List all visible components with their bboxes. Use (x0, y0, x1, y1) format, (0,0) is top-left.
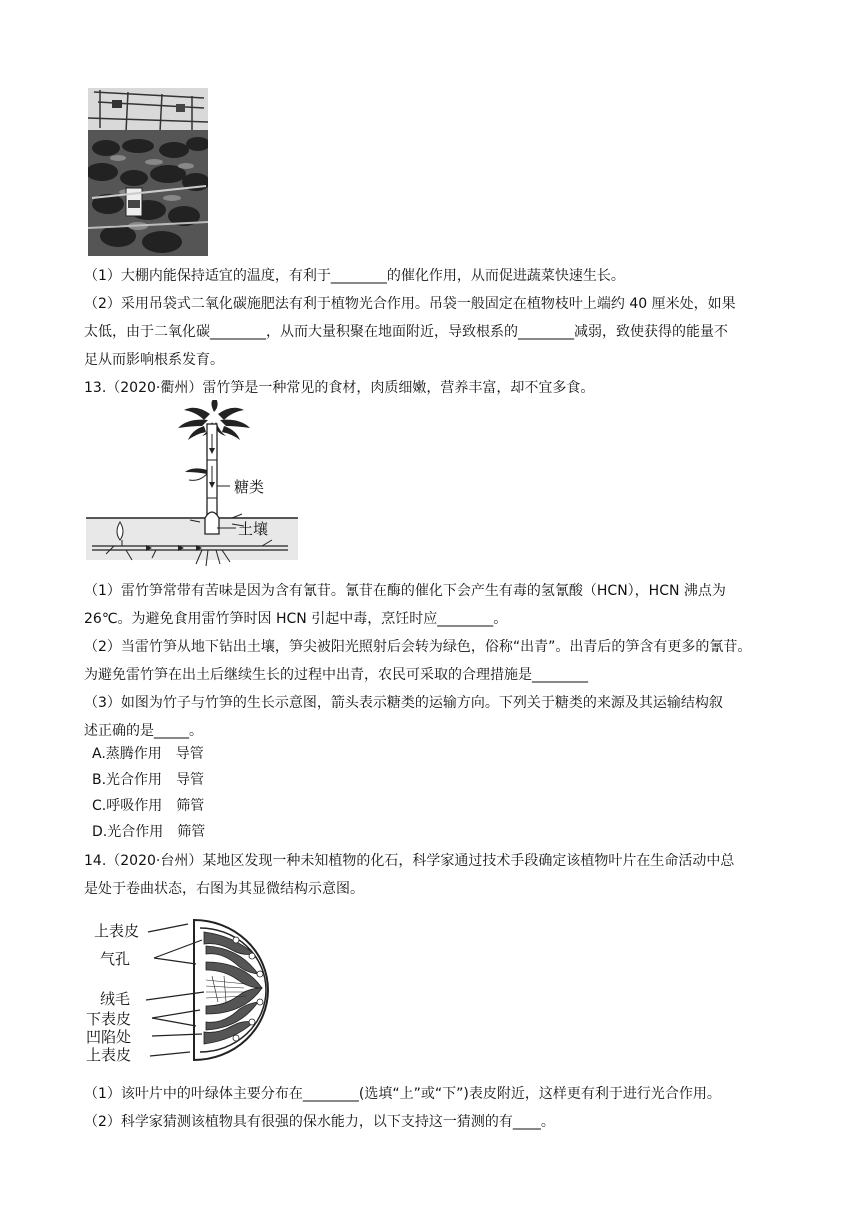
q12-part2-line1: （2）采用吊袋式二氧化碳施肥法有利于植物光合作用。吊袋一般固定在植物枝叶上端约 40 厘米处，如果 (84, 296, 736, 312)
soil-label: 土壤 (238, 520, 269, 538)
q13-part2-line2: 为避免雷竹笋在出土后继续生长的过程中出青，农民可采取的合理措施是________ (84, 667, 588, 683)
depression-label: 凹陷处 (86, 1028, 132, 1046)
q13-header: 13.（2020·衢州）雷竹笋是一种常见的食材，肉质细嫩，营养丰富，却不宜多食。 (84, 380, 595, 396)
lower-epidermis-label: 下表皮 (86, 1010, 132, 1028)
bamboo-diagram (86, 400, 298, 570)
hair-label: 绒毛 (100, 990, 131, 1008)
stomata-label: 气孔 (100, 950, 131, 968)
q12-part1: （1）大棚内能保持适宜的温度，有利于________的催化作用，从而促进蔬菜快速生长。 (84, 268, 625, 284)
q13-part3-line1: （3）如图为竹子与竹笋的生长示意图，箭头表示糖类的运输方向。下列关于糖类的来源及其运输结构叙 (84, 695, 723, 711)
q14-part1: （1）该叶片中的叶绿体主要分布在________(选填“上”或“下”)表皮附近，这样更有利于进行光合作用。 (84, 1086, 721, 1102)
greenhouse-photo (88, 88, 208, 256)
q13-part3-line2: 述正确的是_____。 (84, 723, 203, 739)
q12-part2-line3: 足从而影响根系发育。 (84, 352, 224, 368)
leaf-cross-section-diagram (86, 910, 326, 1066)
option-d: D.光合作用 筛管 (92, 824, 206, 840)
q14-header-line1: 14.（2020·台州）某地区发现一种未知植物的化石，科学家通过技术手段确定该植物叶片在生命活动中总 (84, 853, 735, 869)
q14-header-line2: 是处于卷曲状态，右图为其显微结构示意图。 (84, 881, 364, 897)
upper-epidermis-label-1: 上表皮 (94, 922, 140, 940)
q14-part2: （2）科学家猜测该植物具有很强的保水能力，以下支持这一猜测的有____。 (84, 1114, 555, 1130)
option-c: C.呼吸作用 筛管 (92, 798, 205, 814)
sugar-label: 糖类 (234, 478, 265, 496)
q12-part2-line2: 太低，由于二氧化碳________，从而大量积聚在地面附近，导致根系的________减弱，致使获得的能量不 (84, 324, 728, 340)
q13-part2-line1: （2）当雷竹笋从地下钻出土壤，笋尖被阳光照射后会转为绿色，俗称“出青”。出青后的笋含有更多的氰苷。 (84, 639, 752, 655)
q13-part1-line1: （1）雷竹笋常带有苦味是因为含有氰苷。氰苷在酶的催化下会产生有毒的氢氰酸（HCN），HCN 沸点为 (84, 583, 726, 599)
option-a: A.蒸腾作用 导管 (92, 746, 204, 762)
q13-part1-line2: 26℃。为避免食用雷竹笋时因 HCN 引起中毒，烹饪时应________。 (84, 611, 508, 627)
upper-epidermis-label-2: 上表皮 (86, 1046, 132, 1064)
option-b: B.光合作用 导管 (92, 772, 205, 788)
